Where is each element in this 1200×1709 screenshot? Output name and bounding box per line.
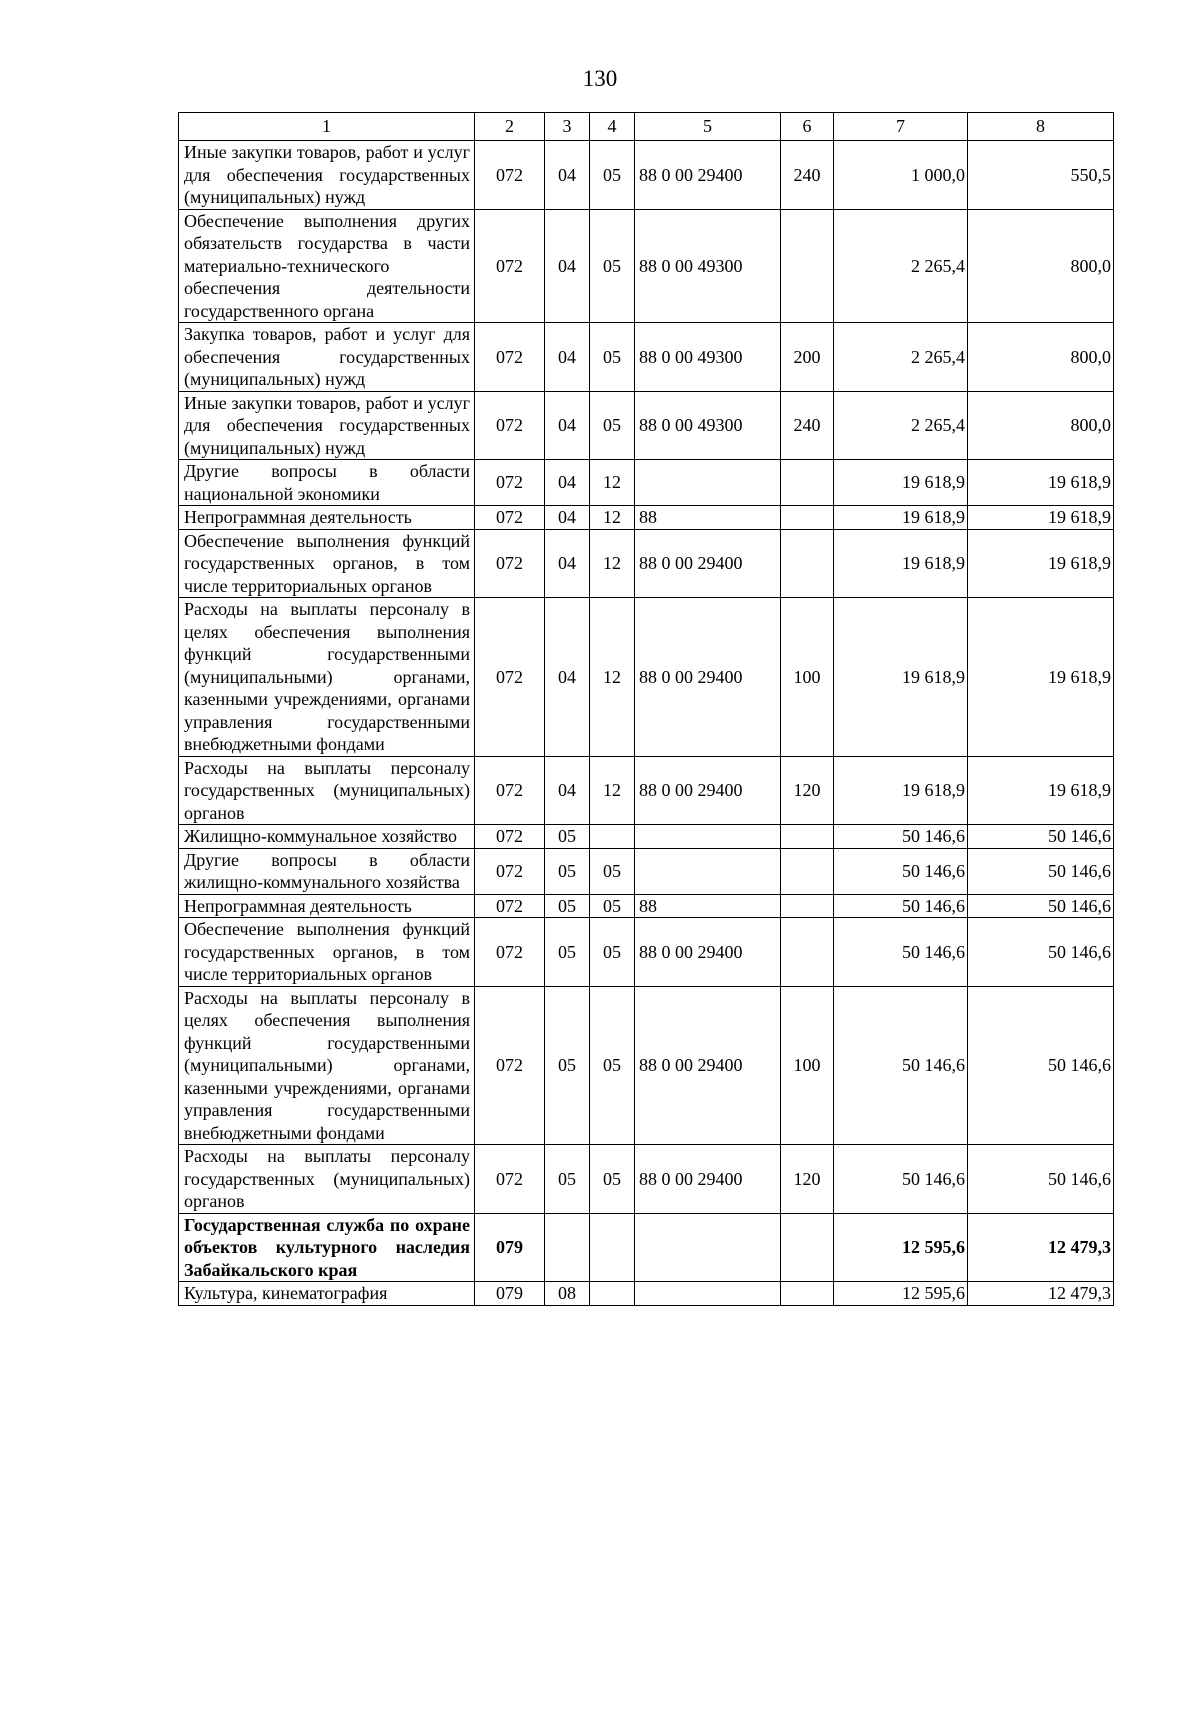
subsection-code-cell: 12 (590, 529, 635, 598)
amount-executed-cell: 800,0 (968, 323, 1114, 392)
section-code-cell: 04 (545, 506, 590, 530)
table-header-row (179, 113, 1114, 141)
section-code-cell: 04 (545, 529, 590, 598)
header-cell: 2 (475, 113, 545, 141)
table-row (179, 529, 1114, 598)
row-name-cell: Культура, кинематография (179, 1282, 475, 1306)
grbs-code-cell: 079 (475, 1213, 545, 1282)
subsection-code-cell: 12 (590, 598, 635, 757)
grbs-code-cell: 072 (475, 598, 545, 757)
row-name-cell: Другие вопросы в области жилищно-коммунального хозяйства (179, 848, 475, 894)
section-code-cell: 05 (545, 1145, 590, 1214)
grbs-code-cell: 072 (475, 506, 545, 530)
subsection-code-cell: 05 (590, 894, 635, 918)
expense-type-cell (781, 460, 834, 506)
grbs-code-cell: 072 (475, 1145, 545, 1214)
table-row (179, 894, 1114, 918)
expense-type-cell: 200 (781, 323, 834, 392)
expense-type-cell (781, 848, 834, 894)
section-code-cell: 05 (545, 848, 590, 894)
header-cell: 6 (781, 113, 834, 141)
grbs-code-cell: 072 (475, 986, 545, 1145)
table-row (179, 986, 1114, 1145)
amount-planned-cell: 1 000,0 (834, 141, 968, 210)
grbs-code-cell: 072 (475, 323, 545, 392)
target-article-cell: 88 0 00 29400 (635, 529, 781, 598)
amount-executed-cell: 12 479,3 (968, 1282, 1114, 1306)
expense-type-cell: 240 (781, 391, 834, 460)
table-row (179, 323, 1114, 392)
amount-planned-cell: 50 146,6 (834, 894, 968, 918)
expense-type-cell: 120 (781, 1145, 834, 1214)
amount-executed-cell: 800,0 (968, 391, 1114, 460)
expense-type-cell (781, 825, 834, 849)
table-row (179, 1213, 1114, 1282)
subsection-code-cell (590, 1213, 635, 1282)
header-cell: 5 (635, 113, 781, 141)
expense-type-cell: 120 (781, 756, 834, 825)
section-code-cell: 04 (545, 460, 590, 506)
target-article-cell: 88 0 00 29400 (635, 756, 781, 825)
amount-executed-cell: 50 146,6 (968, 1145, 1114, 1214)
amount-planned-cell: 19 618,9 (834, 598, 968, 757)
grbs-code-cell: 072 (475, 918, 545, 987)
expense-type-cell: 240 (781, 141, 834, 210)
subsection-code-cell: 05 (590, 323, 635, 392)
row-name-cell: Закупка товаров, работ и услуг для обеспечения государственных (муниципальных) нужд (179, 323, 475, 392)
amount-executed-cell: 50 146,6 (968, 825, 1114, 849)
amount-planned-cell: 19 618,9 (834, 506, 968, 530)
amount-planned-cell: 50 146,6 (834, 986, 968, 1145)
grbs-code-cell: 072 (475, 825, 545, 849)
row-name-cell: Жилищно-коммунальное хозяйство (179, 825, 475, 849)
table-row (179, 141, 1114, 210)
budget-table (178, 112, 1114, 1306)
grbs-code-cell: 072 (475, 756, 545, 825)
section-code-cell: 05 (545, 825, 590, 849)
table-body (179, 113, 1114, 1306)
subsection-code-cell: 05 (590, 209, 635, 323)
row-name-cell: Другие вопросы в области национальной экономики (179, 460, 475, 506)
table-row (179, 848, 1114, 894)
table-row (179, 506, 1114, 530)
target-article-cell (635, 460, 781, 506)
table-row (179, 1145, 1114, 1214)
expense-type-cell (781, 1282, 834, 1306)
row-name-cell: Непрограммная деятельность (179, 894, 475, 918)
subsection-code-cell: 05 (590, 141, 635, 210)
target-article-cell: 88 0 00 49300 (635, 323, 781, 392)
subsection-code-cell: 12 (590, 506, 635, 530)
amount-planned-cell: 19 618,9 (834, 756, 968, 825)
table-row (179, 1282, 1114, 1306)
target-article-cell (635, 848, 781, 894)
subsection-code-cell: 05 (590, 848, 635, 894)
subsection-code-cell: 05 (590, 918, 635, 987)
amount-executed-cell: 800,0 (968, 209, 1114, 323)
expense-type-cell: 100 (781, 598, 834, 757)
subsection-code-cell (590, 1282, 635, 1306)
subsection-code-cell (590, 825, 635, 849)
header-cell: 1 (179, 113, 475, 141)
amount-planned-cell: 50 146,6 (834, 825, 968, 849)
subsection-code-cell: 05 (590, 391, 635, 460)
amount-executed-cell: 50 146,6 (968, 918, 1114, 987)
expense-type-cell (781, 506, 834, 530)
amount-planned-cell: 2 265,4 (834, 391, 968, 460)
target-article-cell: 88 0 00 49300 (635, 209, 781, 323)
row-name-cell: Обеспечение выполнения других обязательств государства в части материально-технического обеспечения деятельности государственного органа (179, 209, 475, 323)
section-code-cell: 05 (545, 918, 590, 987)
row-name-cell: Государственная служба по охране объектов культурного наследия Забайкальского края (179, 1213, 475, 1282)
amount-planned-cell: 12 595,6 (834, 1213, 968, 1282)
row-name-cell: Иные закупки товаров, работ и услуг для обеспечения государственных (муниципальных) нужд (179, 391, 475, 460)
grbs-code-cell: 072 (475, 529, 545, 598)
row-name-cell: Расходы на выплаты персоналу в целях обеспечения выполнения функций государственными (муниципальными) органами, казенными учреждениями, органами управления государственными внебюджетными фондами (179, 986, 475, 1145)
target-article-cell: 88 0 00 49300 (635, 391, 781, 460)
row-name-cell: Обеспечение выполнения функций государственных органов, в том числе территориальных органов (179, 529, 475, 598)
subsection-code-cell: 12 (590, 460, 635, 506)
grbs-code-cell: 072 (475, 460, 545, 506)
section-code-cell: 04 (545, 391, 590, 460)
table-row (179, 391, 1114, 460)
expense-type-cell (781, 529, 834, 598)
amount-executed-cell: 19 618,9 (968, 756, 1114, 825)
amount-planned-cell: 19 618,9 (834, 529, 968, 598)
expense-type-cell (781, 918, 834, 987)
grbs-code-cell: 072 (475, 209, 545, 323)
amount-planned-cell: 50 146,6 (834, 1145, 968, 1214)
amount-executed-cell: 19 618,9 (968, 598, 1114, 757)
amount-planned-cell: 2 265,4 (834, 209, 968, 323)
amount-executed-cell: 19 618,9 (968, 460, 1114, 506)
page-number: 130 (582, 66, 618, 91)
expense-type-cell (781, 209, 834, 323)
section-code-cell: 05 (545, 986, 590, 1145)
grbs-code-cell: 072 (475, 141, 545, 210)
row-name-cell: Иные закупки товаров, работ и услуг для обеспечения государственных (муниципальных) нужд (179, 141, 475, 210)
grbs-code-cell: 079 (475, 1282, 545, 1306)
section-code-cell: 04 (545, 209, 590, 323)
subsection-code-cell: 05 (590, 986, 635, 1145)
target-article-cell: 88 0 00 29400 (635, 918, 781, 987)
row-name-cell: Расходы на выплаты персоналу в целях обеспечения выполнения функций государственными (муниципальными) органами, казенными учреждениями, органами управления государственными внебюджетными фондами (179, 598, 475, 757)
amount-executed-cell: 19 618,9 (968, 506, 1114, 530)
table-row (179, 756, 1114, 825)
amount-executed-cell: 550,5 (968, 141, 1114, 210)
subsection-code-cell: 05 (590, 1145, 635, 1214)
amount-executed-cell: 19 618,9 (968, 529, 1114, 598)
target-article-cell: 88 0 00 29400 (635, 141, 781, 210)
target-article-cell (635, 1282, 781, 1306)
header-cell: 8 (968, 113, 1114, 141)
section-code-cell: 04 (545, 756, 590, 825)
table-row (179, 825, 1114, 849)
target-article-cell (635, 825, 781, 849)
section-code-cell: 08 (545, 1282, 590, 1306)
section-code-cell: 04 (545, 323, 590, 392)
table-row (179, 460, 1114, 506)
table-row (179, 918, 1114, 987)
section-code-cell: 04 (545, 141, 590, 210)
header-cell: 7 (834, 113, 968, 141)
section-code-cell: 05 (545, 894, 590, 918)
section-code-cell (545, 1213, 590, 1282)
amount-executed-cell: 50 146,6 (968, 848, 1114, 894)
grbs-code-cell: 072 (475, 848, 545, 894)
header-cell: 3 (545, 113, 590, 141)
subsection-code-cell: 12 (590, 756, 635, 825)
target-article-cell: 88 0 00 29400 (635, 986, 781, 1145)
amount-executed-cell: 50 146,6 (968, 894, 1114, 918)
target-article-cell (635, 1213, 781, 1282)
grbs-code-cell: 072 (475, 391, 545, 460)
section-code-cell: 04 (545, 598, 590, 757)
amount-executed-cell: 50 146,6 (968, 986, 1114, 1145)
target-article-cell: 88 (635, 894, 781, 918)
expense-type-cell: 100 (781, 986, 834, 1145)
table-row (179, 598, 1114, 757)
row-name-cell: Обеспечение выполнения функций государственных органов, в том числе территориальных органов (179, 918, 475, 987)
amount-planned-cell: 50 146,6 (834, 918, 968, 987)
header-cell: 4 (590, 113, 635, 141)
expense-type-cell (781, 1213, 834, 1282)
expense-type-cell (781, 894, 834, 918)
amount-planned-cell: 19 618,9 (834, 460, 968, 506)
row-name-cell: Расходы на выплаты персоналу государственных (муниципальных) органов (179, 756, 475, 825)
target-article-cell: 88 0 00 29400 (635, 1145, 781, 1214)
row-name-cell: Непрограммная деятельность (179, 506, 475, 530)
amount-planned-cell: 2 265,4 (834, 323, 968, 392)
table-row (179, 209, 1114, 323)
amount-executed-cell: 12 479,3 (968, 1213, 1114, 1282)
amount-planned-cell: 50 146,6 (834, 848, 968, 894)
grbs-code-cell: 072 (475, 894, 545, 918)
target-article-cell: 88 (635, 506, 781, 530)
target-article-cell: 88 0 00 29400 (635, 598, 781, 757)
amount-planned-cell: 12 595,6 (834, 1282, 968, 1306)
row-name-cell: Расходы на выплаты персоналу государственных (муниципальных) органов (179, 1145, 475, 1214)
